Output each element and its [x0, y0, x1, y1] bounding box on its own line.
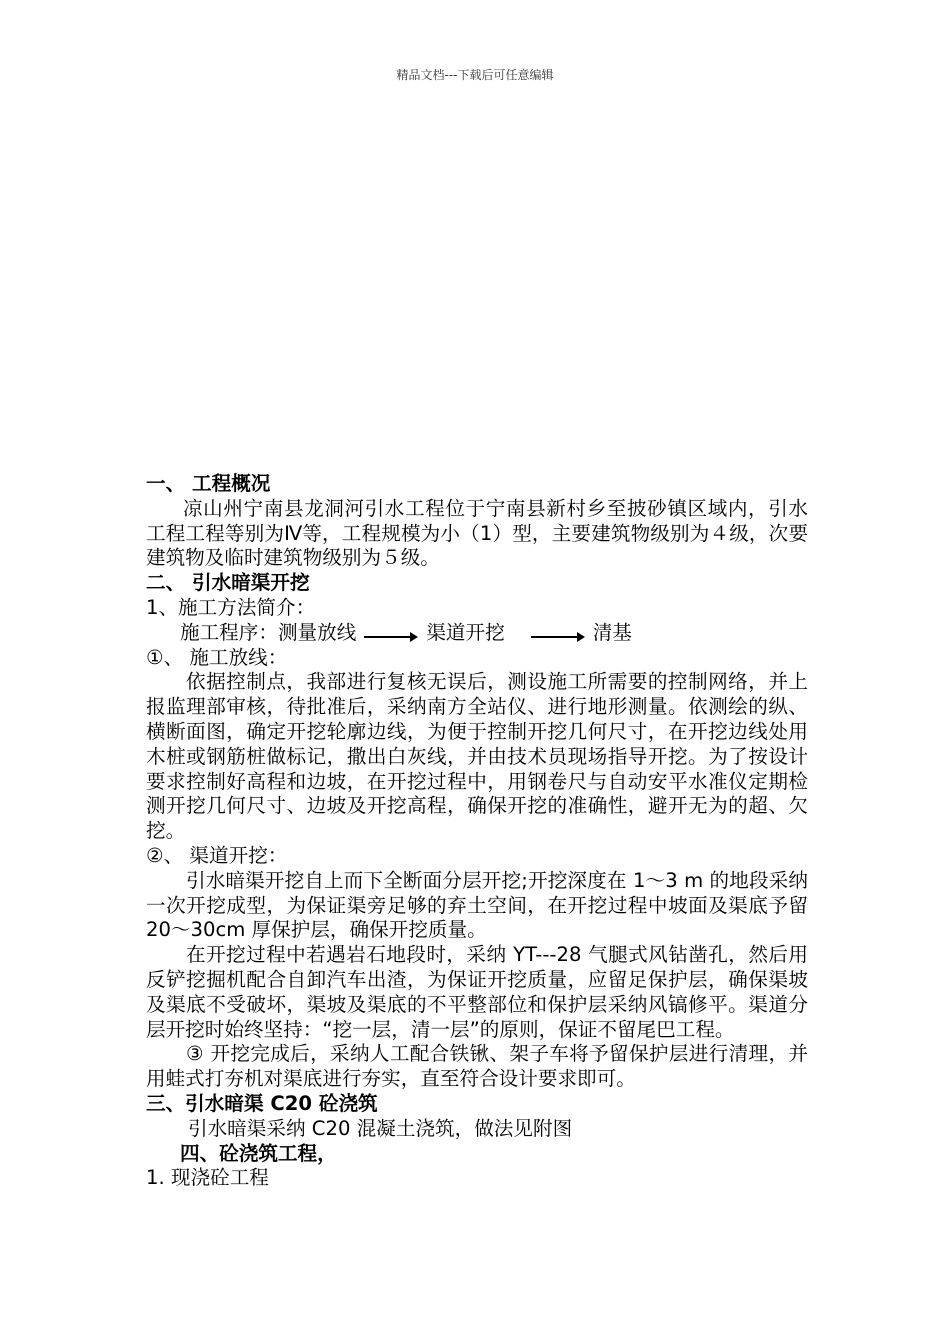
- section-1-title: 一、 工程概况: [146, 472, 271, 495]
- section-4-title: 四、砼浇筑工程，: [180, 1141, 337, 1165]
- section-3-title: 三、引水暗渠 C20 砼浇筑: [146, 1091, 378, 1115]
- item-2-paragraph-2: 在开挖过程中若遇岩石地段时，采纳 YT---28 气腿式风钻凿孔，然后用反铲挖掘机配合自卸汽车出渣，为保证开挖质量，应留足保护层，确保渠坡及渠底不受破坏，渠坡及渠底的不平整部位和保护层采纳风镐修平。渠道分层开挖时始终坚持：“挖一层，清一层”的原则，保证不留尾巴工程。: [146, 943, 808, 1041]
- section-4-subheading: 1. 现浇砼工程: [146, 1166, 269, 1190]
- process-flow-label: 施工程序：测量放线: [180, 620, 357, 644]
- section-2-subheading: 1、施工方法简介：: [146, 595, 316, 619]
- section-1-paragraph: 凉山州宁南县龙洞河引水工程位于宁南县新村乡至披砂镇区域内，引水工程工程等别为Ⅳ等，工程规模为小（1）型，主要建筑物级别为４级，次要建筑物及临时建筑物级别为５级。: [146, 496, 808, 570]
- process-flow-step-2: 渠道开挖: [426, 620, 505, 644]
- section-2-title: 二、 引水暗渠开挖: [146, 571, 310, 595]
- document-body: [146, 472, 808, 1191]
- process-flow-step-3: 清基: [592, 620, 632, 644]
- section-3-paragraph: 引水暗渠采纳 C20 混凝土浇筑，做法见附图: [188, 1116, 573, 1140]
- process-flow: [146, 621, 808, 646]
- arrow-right-icon: [364, 626, 418, 640]
- item-3-paragraph: ③ 开挖完成后，采纳人工配合铁锹、架子车将予留保护层进行清理，并用蛙式打夯机对渠底进行夯实，直至符合设计要求即可。: [146, 1042, 808, 1091]
- arrow-right-icon: [531, 626, 585, 640]
- item-1-paragraph: 依据控制点，我部进行复核无误后，测设施工所需要的控制网络，并上报监理部审核，待批准后，采纳南方全站仪、进行地形测量。依测绘的纵、横断面图，确定开挖轮廓边线，为便于控制开挖几何尺寸，在开挖边线处用木桩或钢筋桩做标记，撒出白灰线，并由技术员现场指导开挖。为了按设计要求控制好高程和边坡，在开挖过程中，用钢卷尺与自动安平水准仪定期检测开挖几何尺寸、边坡及开挖高程，确保开挖的准确性，避开无为的超、欠挖。: [146, 670, 808, 843]
- item-2-paragraph-1: 引水暗渠开挖自上而下全断面分层开挖;开挖深度在 1～3 m 的地段采纳一次开挖成型，为保证渠旁足够的弃土空间，在开挖过程中坡面及渠底予留 20～30cm 厚保护层，确保开挖质量。: [146, 868, 808, 942]
- item-1-title: ①、 施工放线：: [146, 645, 288, 669]
- page-header: 精品文档---下载后可任意编辑: [396, 68, 554, 82]
- item-2-title: ②、 渠道开挖：: [146, 843, 288, 867]
